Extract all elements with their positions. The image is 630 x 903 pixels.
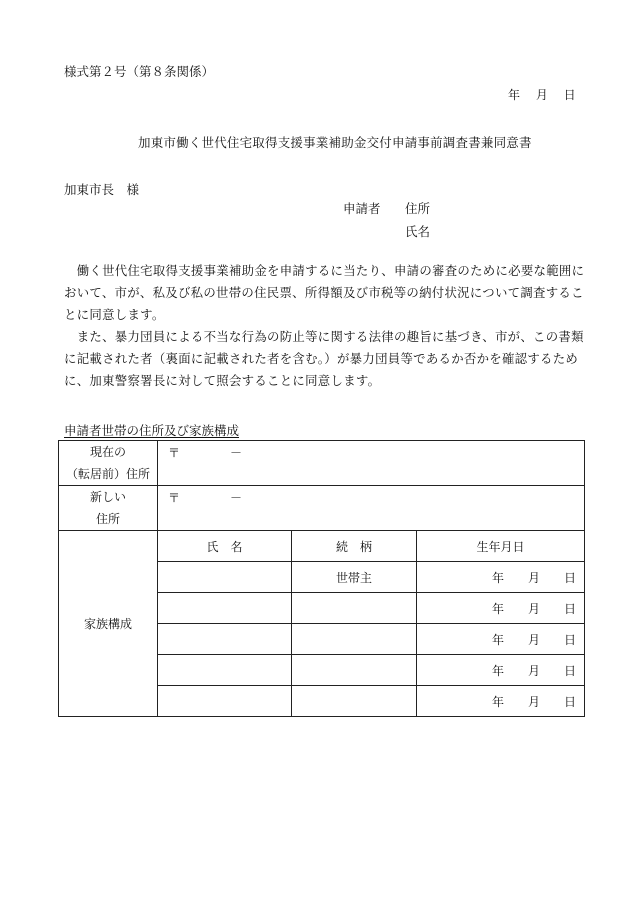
new-address-field[interactable] xyxy=(158,486,585,531)
paragraph-line: とに同意します。 xyxy=(64,307,165,322)
new-address-label: 新しい 住所 xyxy=(59,486,158,531)
form-number: 様式第２号（第８条関係） xyxy=(64,64,215,79)
paragraph-line: また、暴力団員による不当な行為の防止等に関する法律の趣旨に基づき、市が、この書類 xyxy=(64,329,584,344)
current-address-row xyxy=(59,441,585,486)
postal-mark: 〒 xyxy=(168,446,181,460)
family-name-field[interactable] xyxy=(158,624,292,655)
postal-dash: － xyxy=(230,491,243,505)
family-birthdate-field[interactable]: 年 月 日 xyxy=(417,686,585,717)
current-address-field[interactable] xyxy=(158,441,585,486)
family-relation-field[interactable] xyxy=(292,624,417,655)
family-birthdate-field[interactable]: 年 月 日 xyxy=(417,655,585,686)
family-name-field[interactable] xyxy=(158,686,292,717)
family-relation-field[interactable] xyxy=(292,593,417,624)
column-header-relation: 続 柄 xyxy=(292,531,417,562)
postal-dash: － xyxy=(230,446,243,460)
postal-mark: 〒 xyxy=(168,491,181,505)
household-table xyxy=(58,440,585,717)
family-relation-field[interactable]: 世帯主 xyxy=(292,562,417,593)
family-relation-field[interactable] xyxy=(292,686,417,717)
family-name-field[interactable] xyxy=(158,593,292,624)
paragraph-line: に、加東警察署長に対して照会することに同意します。 xyxy=(64,373,381,388)
paragraph-line: に記載された者（裏面に記載された者を含む。）が暴力団員等であるか否かを確認するため xyxy=(64,351,579,366)
family-birthdate-field[interactable]: 年 月 日 xyxy=(417,624,585,655)
family-birthdate-field[interactable]: 年 月 日 xyxy=(417,562,585,593)
consent-paragraph-investigation xyxy=(64,260,584,326)
family-relation-field[interactable] xyxy=(292,655,417,686)
family-name-field[interactable] xyxy=(158,655,292,686)
new-address-row xyxy=(59,486,585,531)
addressee: 加東市長 様 xyxy=(64,182,140,197)
consent-paragraph-police-inquiry xyxy=(64,326,584,392)
date-line: 年 月 日 xyxy=(508,88,576,102)
column-header-name: 氏 名 xyxy=(158,531,292,562)
document-title: 加東市働く世代住宅取得支援事業補助金交付申請事前調査書兼同意書 xyxy=(138,135,532,150)
current-address-label: 現在の （転居前）住所 xyxy=(59,441,158,486)
family-composition-label: 家族構成 xyxy=(59,531,158,717)
paragraph-line: 働く世代住宅取得支援事業補助金を申請するに当たり、申請の審査のために必要な範囲に xyxy=(64,263,585,278)
column-header-birthdate: 生年月日 xyxy=(417,531,585,562)
family-birthdate-field[interactable]: 年 月 日 xyxy=(417,593,585,624)
applicant-name-label: 氏名 xyxy=(405,224,431,239)
applicant-label: 申請者 xyxy=(343,201,381,216)
applicant-address-label: 住所 xyxy=(405,201,431,216)
paragraph-line: おいて、市が、私及び私の世帯の住民票、所得額及び市税等の納付状況について調査するこ xyxy=(64,285,584,300)
family-name-field[interactable] xyxy=(158,562,292,593)
household-section-heading: 申請者世帯の住所及び家族構成 xyxy=(64,423,240,438)
family-header-row xyxy=(59,531,585,562)
